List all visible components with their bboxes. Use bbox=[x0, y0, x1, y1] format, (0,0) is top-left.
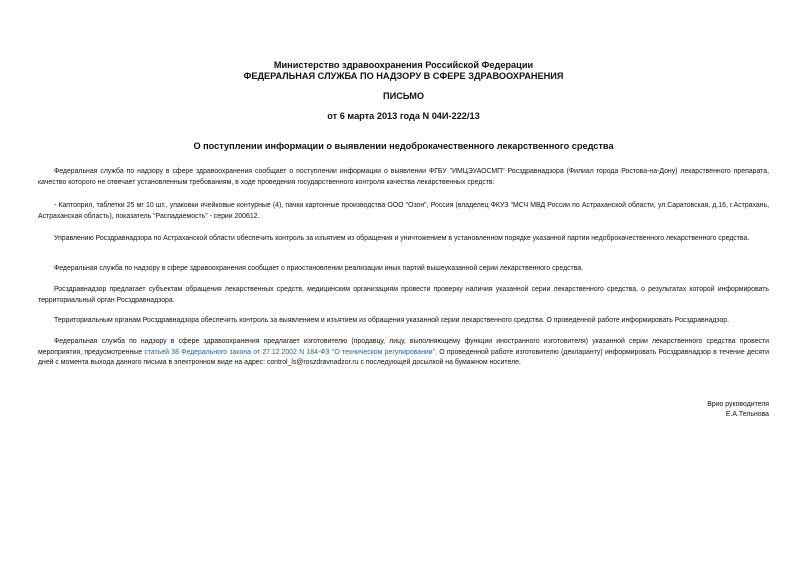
paragraph-7 bbox=[38, 337, 769, 369]
paragraph-6: Территориальным органам Росздравнадзора обеспечить контроль за выявлением и изъятием из обращения указанной серии лекарственного средства. О проведенной работе информировать Росздравнадзор. bbox=[54, 317, 730, 324]
law-article-link[interactable]: статьей 38 Федерального закона от 27.12.2002 N 184-ФЗ "О техническом регулировании" bbox=[144, 348, 436, 356]
paragraph-2: - Каптоприл, таблетки 25 мг 10 шт., упаковки ячейковые контурные (4), пачки картонные производства ООО "Озон", Россия (владелец ФКУЗ "МСЧ МВД России по Астраханской области, ул.Саратовская, д.16, г.Астрахань, Астраханская область), показатель "Распадаемость" - серии 200612. bbox=[38, 202, 769, 220]
service-name: ФЕДЕРАЛЬНАЯ СЛУЖБА ПО НАДЗОРУ В СФЕРЕ ЗДРАВООХРАНЕНИЯ bbox=[243, 71, 564, 81]
signatory-position: Врио руководителя bbox=[707, 401, 769, 408]
document-subject: О поступлении информации о выявлении недоброкачественного лекарственного средства bbox=[193, 141, 614, 151]
paragraph-7-text-after: . О проведенной работе изготовителю (декларанту) информировать Росздравнадзор в течение десяти дней с момента выхода данного письма в электронном виде на адрес: control_ls@roszdravnadzor.ru с последующей досылкой на бумажном носителе. bbox=[38, 348, 769, 367]
ministry-name: Министерство здравоохранения Российской Федерации bbox=[273, 60, 534, 70]
paragraph-1: Федеральная служба по надзору в сфере здравоохранения сообщает о поступлении информации о выявлении ФГБУ "ИМЦЭУАОСМП" Росздравнадзора (Филиал города Ростова-на-Дону) лекарственного препарата, качество которого не отвечает установленным требованиям, в ходе проведения государственного контроля качества лекарственных средств: bbox=[38, 168, 769, 186]
signatory-name: Е.А.Тельнова bbox=[725, 411, 769, 418]
paragraph-7-text-before: Федеральная служба по надзору в сфере здравоохранения предлагает изготовителю (продавцу, лицу, выполняющему функции иностранного изготовителя) указанной серии лекарственного средства провести мероприятия, предусмотренные bbox=[38, 338, 769, 356]
document-date-number: от 6 марта 2013 года N 04И-222/13 bbox=[327, 111, 480, 121]
paragraph-5: Росздравнадзор предлагает субъектам обращения лекарственных средств, медицинским организациям провести проверку наличия указанной серии лекарственного средства, о результатах которой информировать территориальный орган Росздравнадзора. bbox=[38, 286, 769, 304]
paragraph-4: Федеральная служба по надзору в сфере здравоохранения сообщает о приостановлении реализации иных партий вышеуказанной серии лекарственного средства. bbox=[54, 265, 584, 272]
document-type: ПИСЬМО bbox=[382, 91, 425, 101]
paragraph-3: Управлению Росздравнадзора по Астраханской области обеспечить контроль за изъятием из обращения и уничтожением в установленном порядке указанной партии недоброкачественного лекарственного средства. bbox=[54, 235, 750, 242]
